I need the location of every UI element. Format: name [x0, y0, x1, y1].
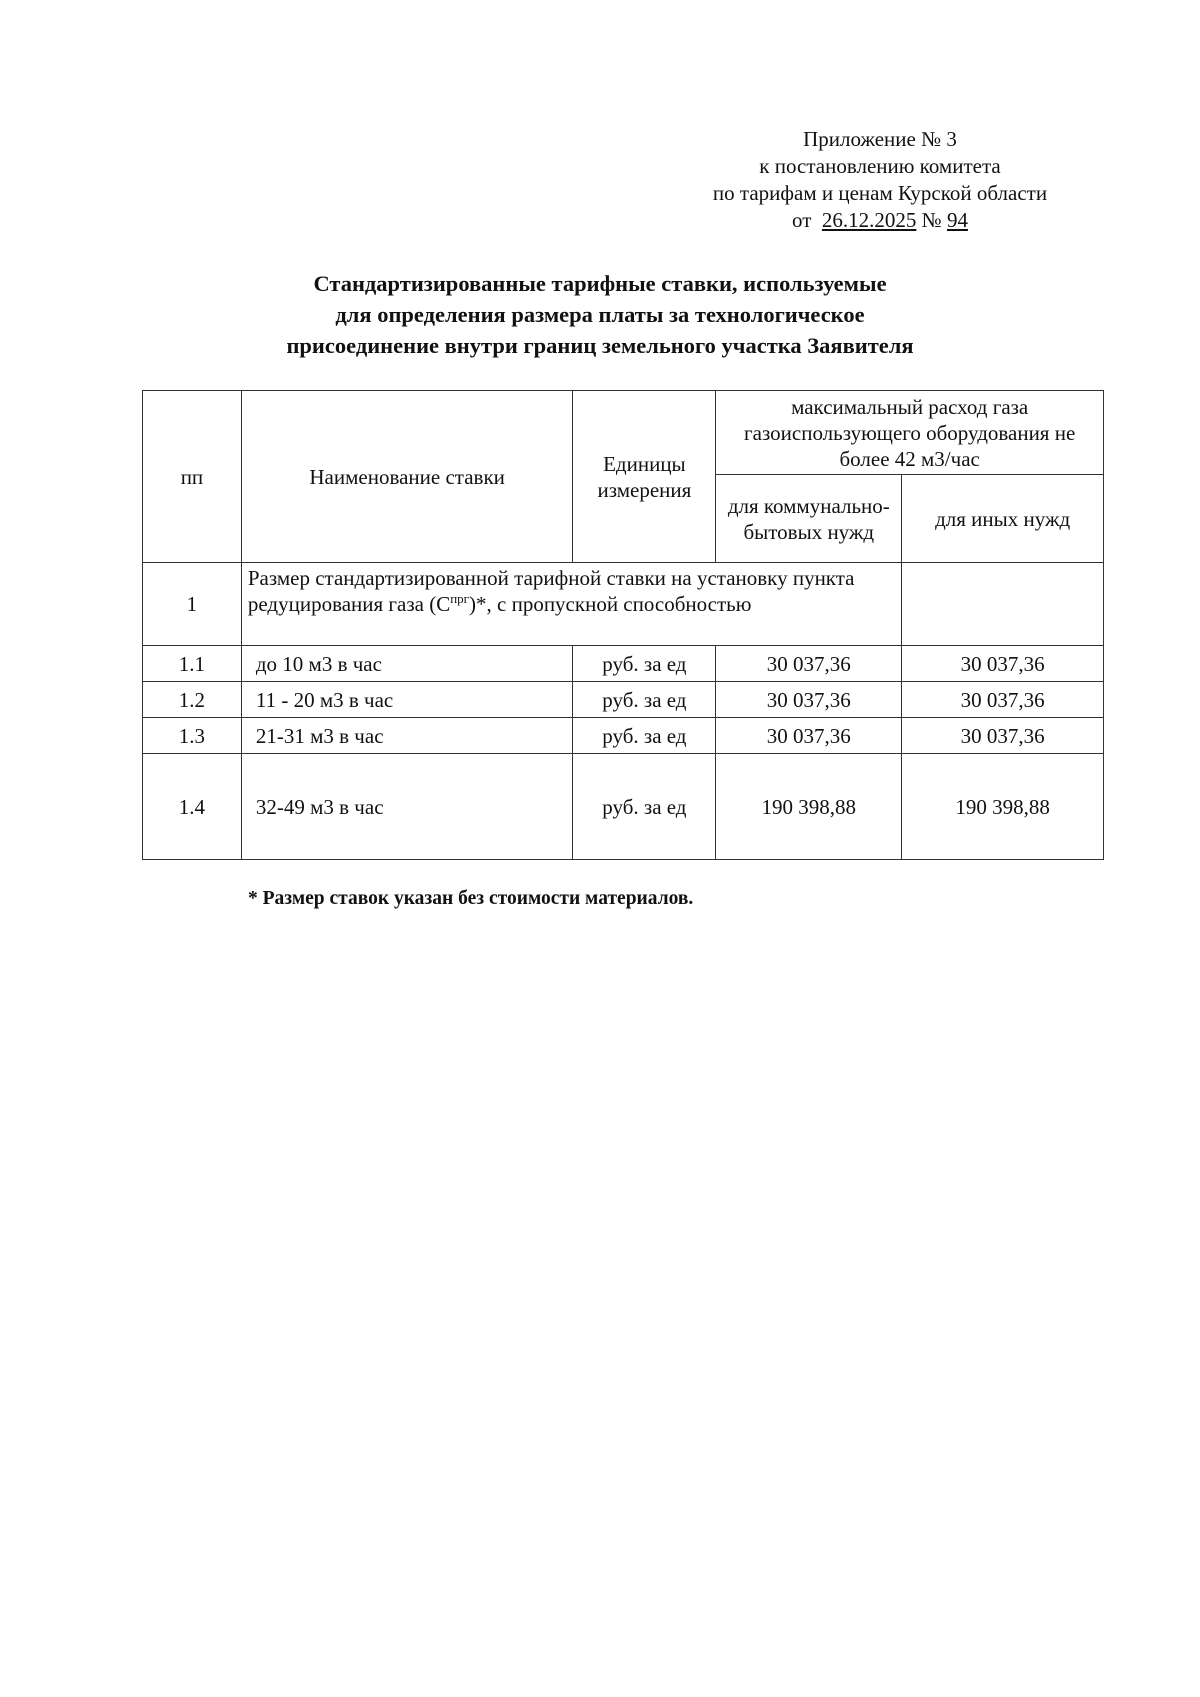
- row-communal: 30 037,36: [716, 718, 902, 754]
- rates-table: [142, 390, 1104, 860]
- row-unit: руб. за ед: [573, 754, 716, 860]
- title-line-2: для определения размера платы за технологическое: [335, 302, 865, 327]
- section-empty-cell: [902, 563, 1104, 646]
- decree-number: 94: [946, 208, 968, 232]
- section-superscript: прг: [450, 591, 470, 606]
- header-other: для иных нужд: [902, 475, 1104, 563]
- row-num: 1.4: [143, 754, 242, 860]
- appendix-line-2: к постановлению комитета: [759, 154, 1001, 178]
- row-other: 30 037,36: [902, 718, 1104, 754]
- appendix-line-3: по тарифам и ценам Курской области: [712, 181, 1048, 205]
- row-unit: руб. за ед: [573, 682, 716, 718]
- section-text: [241, 563, 901, 646]
- table-row: [143, 646, 1104, 682]
- row-unit: руб. за ед: [573, 718, 716, 754]
- section-row: [143, 563, 1104, 646]
- appendix-date-line: [690, 207, 1070, 234]
- row-communal: 30 037,36: [716, 646, 902, 682]
- table-row: [143, 718, 1104, 754]
- row-communal: 190 398,88: [716, 754, 902, 860]
- appendix-line-1: Приложение № 3: [803, 127, 957, 151]
- number-sign: №: [921, 208, 942, 232]
- row-num: 1.1: [143, 646, 242, 682]
- row-name: 11 - 20 м3 в час: [241, 682, 573, 718]
- header-pp: пп: [143, 391, 242, 563]
- header-group: максимальный расход газа газоиспользующего оборудования не более 42 м3/час: [716, 391, 1104, 475]
- date-prefix: от: [792, 208, 812, 232]
- row-other: 30 037,36: [902, 646, 1104, 682]
- table-row: [143, 682, 1104, 718]
- row-num: 1.3: [143, 718, 242, 754]
- section-num: 1: [143, 563, 242, 646]
- row-other: 190 398,88: [902, 754, 1104, 860]
- table-row: [143, 754, 1104, 860]
- title-line-1: Стандартизированные тарифные ставки, используемые: [313, 271, 887, 296]
- header-unit: Единицы измерения: [573, 391, 716, 563]
- header-name: Наименование ставки: [241, 391, 573, 563]
- row-unit: руб. за ед: [573, 646, 716, 682]
- row-name: 21-31 м3 в час: [241, 718, 573, 754]
- section-text-after: )*, с пропускной способностью: [469, 592, 752, 616]
- section-text-before: Размер стандартизированной тарифной ставки на установку пункта редуцирования газа (С: [247, 566, 855, 616]
- header-row-1: [143, 391, 1104, 475]
- row-other: 30 037,36: [902, 682, 1104, 718]
- document-title: [150, 268, 1050, 361]
- header-communal: для коммунально-бытовых нужд: [716, 475, 902, 563]
- footnote: * Размер ставок указан без стоимости материалов.: [248, 888, 694, 909]
- row-name: 32-49 м3 в час: [241, 754, 573, 860]
- appendix-header: [690, 126, 1070, 234]
- row-num: 1.2: [143, 682, 242, 718]
- row-communal: 30 037,36: [716, 682, 902, 718]
- decree-date: 26.12.2025: [821, 208, 917, 232]
- row-name: до 10 м3 в час: [241, 646, 573, 682]
- title-line-3: присоединение внутри границ земельного участка Заявителя: [286, 333, 914, 358]
